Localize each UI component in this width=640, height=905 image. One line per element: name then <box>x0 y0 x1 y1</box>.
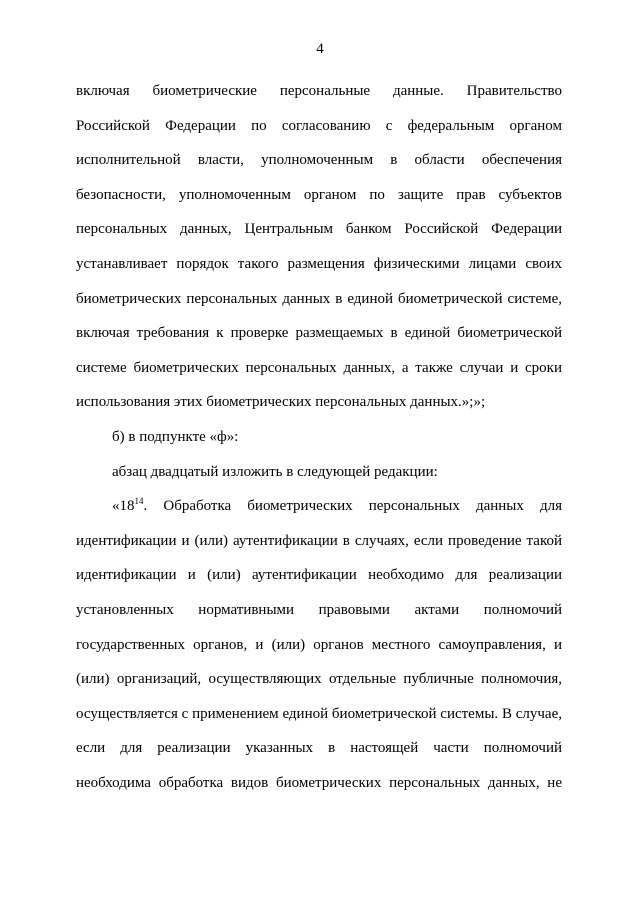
text-line: (или) организаций, осуществляющих отдельные публичные полномочия, <box>76 671 562 688</box>
text-line-subpoint: б) в подпункте «ф»: <box>112 428 239 445</box>
text-line: идентификации и (или) аутентификации в случаях, если проведение такой <box>76 532 562 549</box>
text-line: безопасности, уполномоченным органом по защите прав субъектов <box>76 186 562 203</box>
text-line: Российской Федерации по согласованию с федеральным органом <box>76 117 562 134</box>
text-line: устанавливает порядок такого размещения физическими лицами своих <box>76 255 562 272</box>
text-line: системе биометрических персональных данных, а также случаи и сроки <box>76 359 562 376</box>
item-superscript: 14 <box>134 496 144 507</box>
text-line: государственных органов, и (или) органов местного самоуправления, и <box>76 636 562 653</box>
text-line: включая биометрические персональные данные. Правительство <box>76 83 562 99</box>
item-18-14-line <box>76 489 562 524</box>
text-line: биометрических персональных данных в единой биометрической системе, <box>76 290 562 307</box>
text-line: если для реализации указанных в настоящей части полномочий <box>76 740 562 757</box>
text-line: установленных нормативными правовыми актами полномочий <box>76 601 562 618</box>
text-line: осуществляется с применением единой биометрической системы. В случае, <box>76 705 562 722</box>
text-line: исполнительной власти, уполномоченным в области обеспечения <box>76 152 562 169</box>
text-line: необходима обработка видов биометрических персональных данных, не <box>76 774 562 791</box>
item-text: . Обработка биометрических персональных данных для <box>143 498 562 515</box>
item-number: «18 <box>112 498 135 515</box>
text-line-instruction: абзац двадцатый изложить в следующей редакции: <box>112 463 438 480</box>
text-line: персональных данных, Центральным банком Российской Федерации <box>76 221 562 238</box>
text-line: использования этих биометрических персональных данных.»;»; <box>76 394 486 411</box>
text-line: идентификации и (или) аутентификации необходимо для реализации <box>76 567 562 584</box>
text-line: включая требования к проверке размещаемых в единой биометрической <box>76 325 562 342</box>
page-number: 4 <box>316 41 324 57</box>
document-body <box>76 74 562 800</box>
